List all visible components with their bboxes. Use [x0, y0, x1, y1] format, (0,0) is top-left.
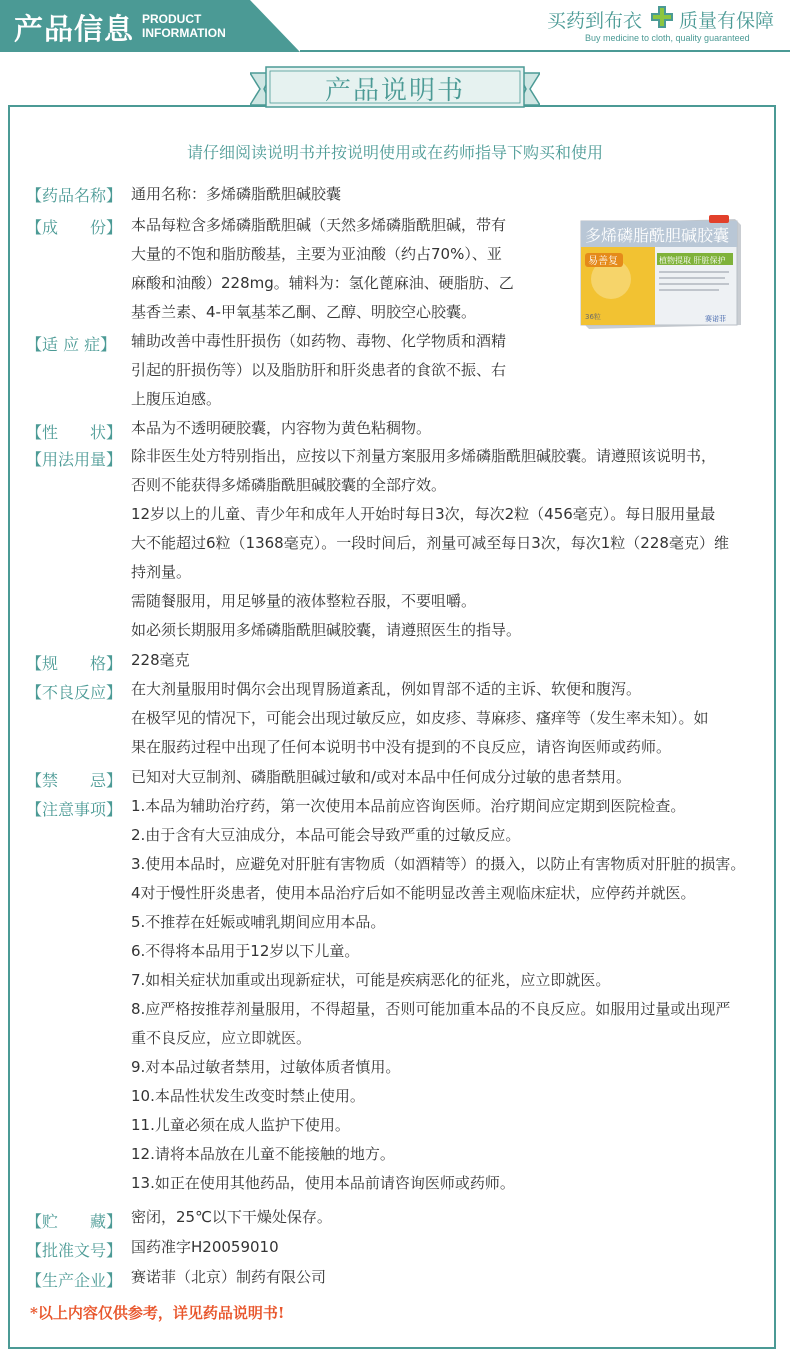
box-count: 36粒 [585, 313, 601, 321]
text-line: 持剂量。 [131, 563, 192, 581]
text-line: 3.使用本品时，应避免对肝脏有害物质（如酒精等）的摄入，以防止有害物质对肝脏的损害。 [131, 855, 746, 873]
header-title-en [142, 12, 226, 40]
text-line: 引起的肝损伤等）以及脂肪肝和肝炎患者的食欲不振、右 [131, 361, 507, 379]
spec-text [131, 646, 190, 675]
frame-top-left-line [8, 105, 268, 107]
text-line: 本品每粒含多烯磷脂酰胆碱（天然多烯磷脂酰胆碱，带有 [131, 216, 507, 234]
header-divider [300, 50, 790, 52]
text-line: 需随餐服用，用足够量的液体整粒吞服，不要咀嚼。 [131, 592, 477, 610]
label-appearance: 【性 状】 [26, 423, 123, 442]
slogan-right: 质量有保障 [679, 10, 775, 32]
box-tag: 植物提取 肝脏保护 [659, 256, 726, 265]
text-line: 13.如正在使用其他药品，使用本品前请咨询医师或药师。 [131, 1174, 515, 1192]
text-line: 1.本品为辅助治疗药，第一次使用本品前应咨询医师。治疗期间应定期到医院检查。 [131, 797, 686, 815]
text-line: 如必须长期服用多烯磷脂酰胆碱胶囊，请遵照医生的指导。 [131, 621, 522, 639]
label-storage: 【贮 藏】 [26, 1212, 123, 1231]
text-line: 通用名称：多烯磷脂酰胆碱胶囊 [131, 185, 342, 203]
label-adverse: 【不良反应】 [26, 683, 123, 702]
product-box-image [575, 213, 743, 331]
text-line: 赛诺菲（北京）制药有限公司 [131, 1268, 327, 1286]
read-notice: 请仔细阅读说明书并按说明使用或在药师指导下购买和使用 [186, 143, 603, 162]
label-ingredients: 【成 份】 [26, 218, 123, 237]
text-line: 果在服药过程中出现了任何本说明书中没有提到的不良反应，请咨询医师或药师。 [131, 738, 672, 756]
header-title-en-line1: PRODUCT [142, 12, 202, 26]
text-line: 辅助改善中毒性肝损伤（如药物、毒物、化学物质和酒精 [131, 332, 507, 350]
text-line: 6.不得将本品用于12岁以下儿童。 [131, 942, 360, 960]
dosage-text [131, 442, 729, 645]
text-line: 10.本品性状发生改变时禁止使用。 [131, 1087, 365, 1105]
label-precautions: 【注意事项】 [26, 800, 123, 819]
label-spec: 【规 格】 [26, 654, 123, 673]
label-contraindications: 【禁 忌】 [26, 771, 123, 790]
text-line: 重不良反应，应立即就医。 [131, 1029, 312, 1047]
indications-text [131, 327, 506, 414]
text-line: 国药准字H20059010 [131, 1238, 279, 1256]
frame-top-right-line [522, 105, 776, 107]
text-line: 上腹压迫感。 [131, 390, 222, 408]
text-line: 麻酸和油酸）228mg。辅料为：氢化蓖麻油、硬脂肪、乙 [131, 274, 514, 292]
text-line: 8.应严格按推荐剂量服用，不得超量，否则可能加重本品的不良反应。如服用过量或出现严 [131, 1000, 731, 1018]
slogan-english: Buy medicine to cloth, quality guaranteed [585, 33, 750, 43]
appearance-text [131, 414, 431, 443]
page-header [0, 0, 790, 52]
text-line: 否则不能获得多烯磷脂酰胆碱胶囊的全部疗效。 [131, 476, 447, 494]
text-line: 基香兰素、4-甲氧基苯乙酮、乙醇、明胶空心胶囊。 [131, 303, 476, 321]
text-line: 7.如相关症状加重或出现新症状，可能是疾病恶化的征兆，应立即就医。 [131, 971, 611, 989]
label-indications: 【适 应 症】 [26, 335, 117, 354]
text-line: 大量的不饱和脂肪酸基，主要为亚油酸（约占70%）、亚 [131, 245, 502, 263]
label-manufacturer: 【生产企业】 [26, 1271, 123, 1290]
medical-cross-icon [650, 5, 674, 29]
adverse-text [131, 675, 709, 762]
approval-text [131, 1233, 279, 1262]
box-maker: 赛诺菲 [705, 315, 726, 323]
text-line: 12岁以上的儿童、青少年和成年人开始时每日3次，每次2粒（456毫克）。每日服用量最 [131, 505, 716, 523]
text-line: 228毫克 [131, 651, 190, 669]
header-title-en-line2: INFORMATION [142, 26, 226, 40]
text-line: 本品为不透明硬胶囊，内容物为黄色粘稠物。 [131, 419, 432, 437]
manufacturer-text [131, 1263, 326, 1292]
box-brand: 易善复 [588, 256, 618, 267]
label-approval: 【批准文号】 [26, 1241, 123, 1260]
disclaimer-note: *以上内容仅供参考，详见药品说明书! [30, 1304, 285, 1322]
slogan-left: 买药到布衣 [547, 10, 643, 32]
storage-text [131, 1203, 332, 1232]
drug-name-text [131, 180, 341, 209]
text-line: 在极罕见的情况下，可能会出现过敏反应，如皮疹、荨麻疹、瘙痒等（发生率未知）。如 [131, 709, 709, 727]
precautions-text [131, 792, 745, 1198]
box-drug-name: 多烯磷脂酰胆碱胶囊 [585, 226, 730, 245]
text-line: 大不能超过6粒（1368毫克）。一段时间后，剂量可减至每日3次，每次1粒（228毫克）维 [131, 534, 729, 552]
text-line: 9.对本品过敏者禁用，过敏体质者慎用。 [131, 1058, 401, 1076]
ingredients-text [131, 211, 514, 327]
text-line: 密闭，25℃以下干燥处保存。 [131, 1208, 332, 1226]
label-drug-name: 【药品名称】 [26, 186, 123, 205]
text-line: 2.由于含有大豆油成分，本品可能会导致严重的过敏反应。 [131, 826, 521, 844]
text-line: 在大剂量服用时偶尔会出现胃肠道紊乱，例如胃部不适的主诉、软便和腹泻。 [131, 680, 642, 698]
text-line: 12.请将本品放在儿童不能接触的地方。 [131, 1145, 395, 1163]
label-dosage: 【用法用量】 [26, 450, 123, 469]
text-line: 5.不推荐在妊娠或哺乳期间应用本品。 [131, 913, 386, 931]
banner-title: 产品说明书 [324, 76, 465, 106]
header-title: 产品信息 [14, 12, 135, 46]
contraindications-text [131, 763, 631, 792]
text-line: 11.儿童必须在成人监护下使用。 [131, 1116, 350, 1134]
text-line: 除非医生处方特别指出，应按以下剂量方案服用多烯磷脂酰胆碱胶囊。请遵照该说明书， [131, 447, 717, 465]
text-line: 已知对大豆制剂、磷脂酰胆碱过敏和/或对本品中任何成分过敏的患者禁用。 [131, 768, 632, 786]
text-line: 4对于慢性肝炎患者，使用本品治疗后如不能明显改善主观临床症状，应停药并就医。 [131, 884, 696, 902]
